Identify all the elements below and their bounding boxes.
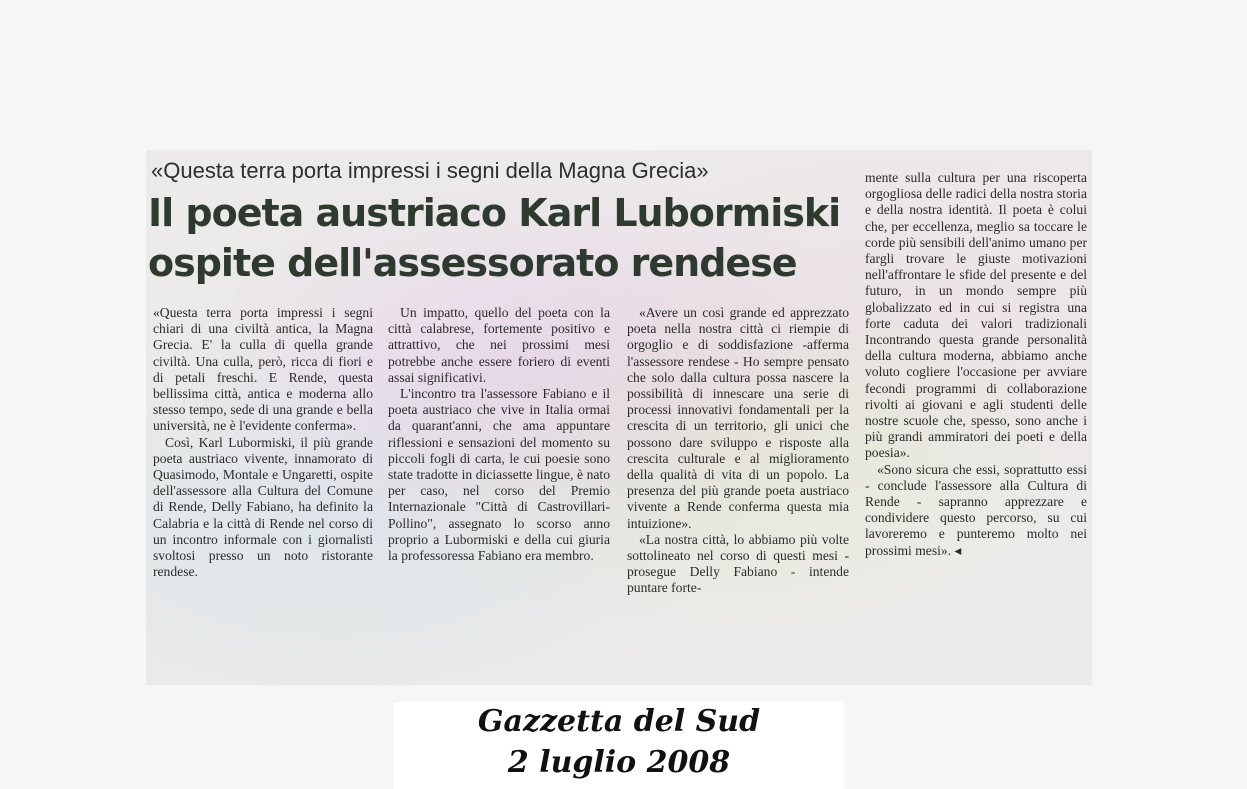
column-paragraph: Così, Karl Lubormiski, il più grande poeta austriaco vivente, innamorato di Quasimodo, Montale e Ungaretti, ospite dell'assessore alla Cultura del Comune di Rende, Delly Fabiano, ha definito la Calabria e la città di Rende nel corso di un incontro informale con i giornalisti svoltosi presso un noto ristorante rendese. [153,434,373,580]
headline-line-2: ospite dell'assessorato rendese [148,241,797,285]
article-column-3 [627,305,849,597]
source-newspaper-name: Gazzetta del Sud [477,704,761,739]
column-paragraph: «Questa terra porta impressi i segni chiari di una civiltà antica, la Magna Grecia. E' la culla di quella grande civiltà. Una culla, però, ricca di fiori e di petali freschi. E Rende, questa bellissima città, antica e moderna allo stesso tempo, sede di una grande e bella università, ne è l'evidente conferma». [153,305,373,434]
article-column-2 [388,305,610,564]
article-kicker: «Questa terra porta impressi i segni della Magna Grecia» [151,158,709,183]
column-paragraph: «La nostra città, lo abbiamo più volte sottolineato nel corso di questi mesi - prosegue Delly Fabiano - intende puntare forte- [627,531,849,596]
column-paragraph: mente sulla cultura per una riscoperta orgogliosa delle radici della nostra storia e della nostra identità. Il poeta è colui che, per eccellenza, meglio sa toccare le corde più sensibili dell'animo umano per fargli trovare le giuste motivazioni nell'affrontare le sfide del presente e del futuro, in un mondo sempre più globalizzato ed in cui si registra una forte caduta dei valori tradizionali Incontrando questa grande personalità della cultura moderna, abbiamo anche voluto cogliere l'occasione per avviare fecondi programmi di collaborazione rivolti ai giovani e agli studenti delle nostre scuole che, spesso, sono anche i più grandi ammiratori dei poeti e della poesia». [865,170,1087,461]
column-paragraph: L'incontro tra l'assessore Fabiano e il poeta austriaco che vive in Italia ormai da quarant'anni, che ama appuntare riflessioni e sensazioni del momento su piccoli fogli di carta, le cui poesie sono state tradotte in diciassette lingue, è nato per caso, nel corso del Premio Internazionale "Città di Castrovillari-Pollino", assegnato lo scorso anno proprio a Lubormiski e della cui giuria la professoressa Fabiano era membro. [388,386,610,564]
column-paragraph: «Avere un così grande ed apprezzato poeta nella nostra città ci riempie di orgoglio e di soddisfazione -afferma l'assessore rendese - Ho sempre pensato che solo dalla cultura possa nascere la possibilità di innescare una serie di processi innovativi fondamentali per la crescita di un territorio, gli unici che possono dare sviluppo e risposte alla crescita culturale e al miglioramento della qualità di vita di un popolo. La presenza del più grande poeta austriaco vivente a Rende conferma questa mia intuizione». [627,305,849,531]
article-column-1 [153,305,373,580]
article-headline [148,188,848,288]
article-column-4 [865,170,1087,559]
column-paragraph: «Sono sicura che essi, soprattutto essi - conclude l'assessore alla Cultura di Rende - sapranno apprezzare e condividere questo percorso, su cui lavoreremo e punteremo molto nei prossimi mesi». ◂ [865,461,1087,558]
headline-line-1: Il poeta austriaco Karl Lubormiski [148,191,841,235]
source-date: 2 luglio 2008 [507,745,731,780]
column-paragraph: Un impatto, quello del poeta con la città calabrese, fortemente positivo e attrattivo, che nei prossimi mesi potrebbe anche essere foriero di eventi assai significativi. [388,305,610,385]
